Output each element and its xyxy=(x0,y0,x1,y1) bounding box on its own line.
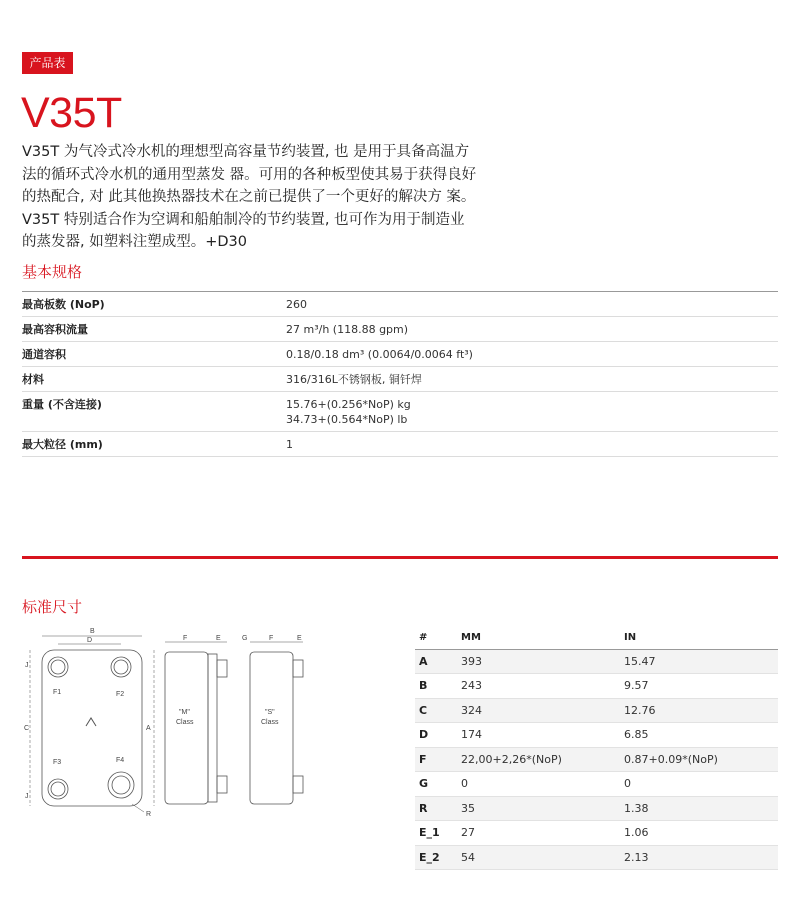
section-divider xyxy=(22,556,778,559)
dim-mm: 393 xyxy=(457,649,620,674)
plate-outline xyxy=(42,650,142,806)
port-label-f1: F1 xyxy=(53,689,62,696)
dim-mm: 27 xyxy=(457,821,620,846)
description-line: 的热配合, 对 此其他换热器技术在之前已提供了一个更好的解决方 案。 xyxy=(22,189,476,205)
dim-key: B xyxy=(415,674,457,699)
spec-value: 1 xyxy=(286,438,293,451)
spec-label: 最大粒径 (mm) xyxy=(22,438,103,451)
spec-value: 316/316L不锈钢板, 铜钎焊 xyxy=(286,373,422,386)
dimension-drawing xyxy=(20,622,350,822)
dimensions-header-row xyxy=(415,627,778,649)
table-row xyxy=(415,698,778,723)
port-f3-inner xyxy=(51,782,65,796)
s-type-label: "S" xyxy=(265,709,275,716)
dim-key: F xyxy=(415,747,457,772)
dim-key: D xyxy=(415,723,457,748)
spec-value-lb: 34.73+(0.564*NoP) lb xyxy=(286,413,408,426)
dim-in: 1.38 xyxy=(620,796,778,821)
dim-key: R xyxy=(415,796,457,821)
dim-key: E_1 xyxy=(415,821,457,846)
side-view-m xyxy=(165,642,227,804)
col-header-key: # xyxy=(415,627,457,649)
m-connection-bottom xyxy=(217,776,227,793)
s-class-label: Class xyxy=(261,719,279,726)
spec-row xyxy=(22,392,778,432)
dim-label-c: C xyxy=(24,725,30,732)
specs-heading: 基本规格 xyxy=(22,263,83,281)
dim-label-a: A xyxy=(146,725,151,732)
product-description xyxy=(22,141,532,254)
dim-mm: 243 xyxy=(457,674,620,699)
spec-label: 重量 (不含连接) xyxy=(22,398,102,411)
spec-label: 最高容积流量 xyxy=(22,323,88,336)
dim-key: A xyxy=(415,649,457,674)
port-f2-inner xyxy=(114,660,128,674)
dim-mm: 174 xyxy=(457,723,620,748)
m-connection-top xyxy=(217,660,227,677)
dim-in: 6.85 xyxy=(620,723,778,748)
col-header-in: IN xyxy=(620,627,778,649)
port-label-f4: F4 xyxy=(116,757,125,764)
spec-value: 27 m³/h (118.88 gpm) xyxy=(286,323,409,336)
spec-row xyxy=(22,432,778,457)
port-label-f2: F2 xyxy=(116,691,125,698)
m-label-f: F xyxy=(183,635,188,642)
dim-mm: 54 xyxy=(457,845,620,870)
dim-key: E_2 xyxy=(415,845,457,870)
dim-in: 0.87+0.09*(NoP) xyxy=(620,747,778,772)
spec-row xyxy=(22,342,778,367)
s-connection-top xyxy=(293,660,303,677)
dim-in: 12.76 xyxy=(620,698,778,723)
m-class-label: Class xyxy=(176,719,194,726)
dim-mm: 0 xyxy=(457,772,620,797)
dim-label-j-bottom: J xyxy=(25,793,29,800)
dim-in: 9.57 xyxy=(620,674,778,699)
product-sheet-badge: 产品表 xyxy=(22,52,73,74)
dim-mm: 35 xyxy=(457,796,620,821)
spec-value: 260 xyxy=(286,298,307,311)
dim-mm: 324 xyxy=(457,698,620,723)
dim-key: G xyxy=(415,772,457,797)
s-body xyxy=(250,652,293,804)
dim-mm: 22,00+2,26*(NoP) xyxy=(457,747,620,772)
dim-in: 1.06 xyxy=(620,821,778,846)
s-label-g: G xyxy=(242,635,248,642)
dimensions-table xyxy=(415,627,778,870)
dim-in: 2.13 xyxy=(620,845,778,870)
dimensions-heading: 标准尺寸 xyxy=(22,598,83,616)
dim-label-d: D xyxy=(87,637,93,644)
spec-label: 材料 xyxy=(22,373,44,386)
s-label-e: E xyxy=(297,635,302,642)
port-f1-inner xyxy=(51,660,65,674)
spec-label: 最高板数 (NoP) xyxy=(22,298,105,311)
spec-label: 通道容积 xyxy=(22,348,66,361)
description-line: V35T 特别适合作为空调和船舶制冷的节约装置, 也可作为用于制造业 xyxy=(22,211,465,228)
m-type-label: "M" xyxy=(179,709,190,716)
dim-in: 0 xyxy=(620,772,778,797)
specs-table xyxy=(22,291,778,457)
front-view xyxy=(30,636,154,812)
spec-row xyxy=(22,317,778,342)
table-row xyxy=(415,674,778,699)
dim-r-line xyxy=(132,804,144,812)
port-f4-inner xyxy=(112,776,130,794)
table-row xyxy=(415,772,778,797)
dim-key: C xyxy=(415,698,457,723)
spec-row xyxy=(22,292,778,317)
port-label-f3: F3 xyxy=(53,759,62,766)
table-row xyxy=(415,845,778,870)
description-line: 法的循环式冷水机的通用型蒸发 器。可用的各种板型使其易于获得良好 xyxy=(22,166,477,183)
table-row xyxy=(415,796,778,821)
table-row xyxy=(415,821,778,846)
description-line: V35T 为气冷式冷水机的理想型高容量节约装置, 也 是用于具备高温方 xyxy=(22,144,470,160)
spec-row xyxy=(22,367,778,392)
dim-in: 15.47 xyxy=(620,649,778,674)
table-row xyxy=(415,723,778,748)
flow-chevron xyxy=(86,718,96,726)
s-label-f: F xyxy=(269,635,274,642)
m-cover xyxy=(208,654,217,802)
spec-value-kg: 15.76+(0.256*NoP) kg xyxy=(286,398,411,411)
spec-value: 0.18/0.18 dm³ (0.0064/0.0064 ft³) xyxy=(286,348,473,361)
m-body xyxy=(165,652,208,804)
page-title: V35T xyxy=(21,89,122,137)
table-row xyxy=(415,747,778,772)
col-header-mm: MM xyxy=(457,627,620,649)
s-connection-bottom xyxy=(293,776,303,793)
dim-label-j-top: J xyxy=(25,662,29,669)
dim-label-r: R xyxy=(146,811,152,818)
m-label-e: E xyxy=(216,635,221,642)
table-row xyxy=(415,649,778,674)
dim-label-b: B xyxy=(90,628,95,635)
description-line: 的蒸发器, 如塑料注塑成型。+D30 xyxy=(22,234,247,250)
spec-value xyxy=(286,397,778,428)
